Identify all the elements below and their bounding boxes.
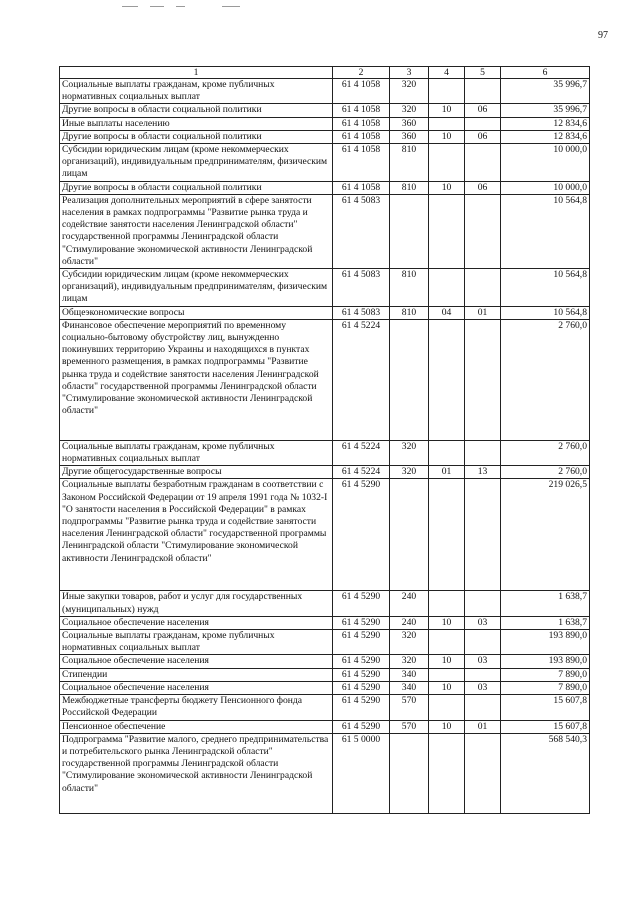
cell-subsection [465,591,501,616]
cell-subsection: 13 [465,466,501,479]
cell-kind: 320 [390,79,429,104]
cell-section: 10 [429,720,465,733]
cell-code: 61 4 5290 [333,695,390,720]
cell-kind [390,733,429,813]
cell-kind: 320 [390,655,429,668]
table-row [60,79,590,104]
column-header-section: 4 [429,67,465,79]
cell-amount: 35 996,7 [501,104,590,117]
cell-amount: 2 760,0 [501,466,590,479]
cell-section: 10 [429,181,465,194]
cell-kind: 360 [390,117,429,130]
cell-kind [390,319,429,440]
column-header-code: 2 [333,67,390,79]
table-row [60,117,590,130]
cell-section [429,695,465,720]
cell-section [429,479,465,591]
cell-name: Финансовое обеспечение мероприятий по временному социально-бытовому обустройству лиц, вынужденно покинувших территорию Украины и находящихся в пунктах временного размещения, в рамках подпрограммы "Развитие рынка труда и содействие занятости населения Ленинградской области" государственной программы Ленинградской области "Стимулирование экономической активности Ленинградской области" [60,319,333,440]
table-row [60,306,590,319]
cell-code: 61 4 1058 [333,117,390,130]
column-header-name: 1 [60,67,333,79]
cell-kind [390,479,429,591]
table-row [60,630,590,655]
cell-name: Субсидии юридическим лицам (кроме некоммерческих организаций), индивидуальным предпринимателям, физическим лицам [60,144,333,182]
cell-name: Реализация дополнительных мероприятий в сфере занятости населения в рамках подпрограммы "Развитие рынка труда и содействие занятости населения Ленинградской области" государственной программы Ленинградской области "Стимулирование экономической активности Ленинградской области" [60,194,333,268]
table-row [60,144,590,182]
cell-amount: 10 564,8 [501,194,590,268]
column-header-amount: 6 [501,67,590,79]
cell-kind: 320 [390,630,429,655]
cell-name: Субсидии юридическим лицам (кроме некоммерческих организаций), индивидуальным предпринимателям, физическим лицам [60,269,333,307]
cell-name: Социальные выплаты гражданам, кроме публичных нормативных социальных выплат [60,630,333,655]
table-row [60,681,590,694]
table-row [60,130,590,143]
table-row [60,720,590,733]
scan-mark [222,6,240,7]
cell-kind: 240 [390,616,429,629]
cell-section: 10 [429,681,465,694]
cell-subsection: 06 [465,130,501,143]
cell-kind: 570 [390,695,429,720]
cell-section [429,591,465,616]
cell-section [429,319,465,440]
cell-code: 61 4 5290 [333,479,390,591]
cell-amount: 193 890,0 [501,630,590,655]
table-row [60,269,590,307]
cell-subsection: 01 [465,720,501,733]
cell-section: 10 [429,655,465,668]
cell-name: Другие вопросы в области социальной политики [60,104,333,117]
cell-subsection: 03 [465,616,501,629]
cell-name: Стипендии [60,668,333,681]
cell-code: 61 4 5290 [333,668,390,681]
cell-amount: 1 638,7 [501,616,590,629]
cell-section: 10 [429,616,465,629]
cell-code: 61 4 5290 [333,630,390,655]
cell-subsection [465,479,501,591]
cell-section [429,440,465,465]
cell-subsection [465,269,501,307]
cell-name: Другие общегосударственные вопросы [60,466,333,479]
cell-section [429,194,465,268]
cell-kind: 340 [390,681,429,694]
table-row [60,466,590,479]
cell-amount: 15 607,8 [501,720,590,733]
cell-section [429,668,465,681]
scan-mark [150,6,164,7]
cell-kind: 320 [390,104,429,117]
column-header-subsection: 5 [465,67,501,79]
column-header-kind: 3 [390,67,429,79]
cell-kind: 360 [390,130,429,143]
cell-kind: 320 [390,440,429,465]
cell-amount: 7 890,0 [501,668,590,681]
cell-section [429,79,465,104]
cell-section [429,733,465,813]
table-row [60,616,590,629]
table-header-row [60,67,590,79]
cell-subsection: 01 [465,306,501,319]
cell-name: Общеэкономические вопросы [60,306,333,319]
cell-subsection: 03 [465,681,501,694]
cell-code: 61 4 1058 [333,130,390,143]
cell-amount: 568 540,3 [501,733,590,813]
cell-kind: 810 [390,306,429,319]
cell-amount: 219 026,5 [501,479,590,591]
cell-subsection [465,194,501,268]
cell-section: 04 [429,306,465,319]
cell-code: 61 4 5083 [333,269,390,307]
table-row [60,319,590,440]
table-row [60,181,590,194]
cell-name: Иные выплаты населению [60,117,333,130]
cell-subsection [465,117,501,130]
cell-kind: 320 [390,466,429,479]
cell-kind: 570 [390,720,429,733]
cell-name: Иные закупки товаров, работ и услуг для государственных (муниципальных) нужд [60,591,333,616]
cell-code: 61 4 1058 [333,104,390,117]
cell-code: 61 4 1058 [333,79,390,104]
cell-name: Социальные выплаты безработным гражданам в соответствии с Законом Российской Федерации от 19 апреля 1991 года № 1032-I "О занятости населения в Российской Федерации" в рамках подпрограммы "Развитие рынка труда и содействие занятости населения Ленинградской области" государственной программы Ленинградской области "Стимулирование экономической активности Ленинградской области" [60,479,333,591]
cell-amount: 2 760,0 [501,319,590,440]
cell-section: 10 [429,130,465,143]
cell-amount: 15 607,8 [501,695,590,720]
cell-section [429,630,465,655]
cell-section: 10 [429,104,465,117]
cell-code: 61 4 1058 [333,144,390,182]
cell-section: 01 [429,466,465,479]
cell-amount: 10 000,0 [501,181,590,194]
scan-mark [176,6,185,7]
cell-amount: 10 564,8 [501,306,590,319]
cell-subsection [465,319,501,440]
cell-amount: 7 890,0 [501,681,590,694]
table-row [60,104,590,117]
table-row [60,655,590,668]
cell-subsection [465,144,501,182]
cell-kind: 240 [390,591,429,616]
cell-code: 61 4 5224 [333,319,390,440]
cell-name: Социальное обеспечение населения [60,655,333,668]
cell-code: 61 4 5083 [333,306,390,319]
cell-amount: 12 834,6 [501,130,590,143]
table-row [60,440,590,465]
cell-code: 61 4 1058 [333,181,390,194]
cell-name: Социальное обеспечение населения [60,681,333,694]
cell-code: 61 4 5290 [333,681,390,694]
cell-subsection [465,695,501,720]
cell-amount: 2 760,0 [501,440,590,465]
cell-subsection: 06 [465,104,501,117]
cell-amount: 12 834,6 [501,117,590,130]
cell-kind: 340 [390,668,429,681]
cell-name: Социальное обеспечение населения [60,616,333,629]
cell-code: 61 4 5290 [333,655,390,668]
budget-table [59,66,590,814]
cell-kind [390,194,429,268]
cell-subsection [465,440,501,465]
cell-name: Социальные выплаты гражданам, кроме публичных нормативных социальных выплат [60,440,333,465]
cell-amount: 35 996,7 [501,79,590,104]
cell-subsection: 03 [465,655,501,668]
cell-name: Подпрограмма "Развитие малого, среднего предпринимательства и потребительского рынка Ленинградской области" государственной программы Ленинградской области "Стимулирование экономической активности Ленинградской области" [60,733,333,813]
table-row [60,695,590,720]
cell-code: 61 4 5290 [333,591,390,616]
cell-name: Межбюджетные трансферты бюджету Пенсионного фонда Российской Федерации [60,695,333,720]
table-body [60,79,590,814]
cell-code: 61 4 5290 [333,616,390,629]
cell-code: 61 4 5224 [333,440,390,465]
scan-mark [122,6,138,7]
table-row [60,733,590,813]
cell-subsection [465,733,501,813]
cell-section [429,144,465,182]
cell-amount: 1 638,7 [501,591,590,616]
table-row [60,591,590,616]
table-row [60,194,590,268]
cell-subsection [465,630,501,655]
cell-section [429,269,465,307]
cell-subsection: 06 [465,181,501,194]
cell-amount: 10 000,0 [501,144,590,182]
cell-code: 61 5 0000 [333,733,390,813]
page-number: 97 [598,30,608,41]
cell-kind: 810 [390,269,429,307]
cell-code: 61 4 5224 [333,466,390,479]
table-row [60,479,590,591]
table-row [60,668,590,681]
cell-name: Социальные выплаты гражданам, кроме публичных нормативных социальных выплат [60,79,333,104]
cell-subsection [465,668,501,681]
cell-kind: 810 [390,181,429,194]
cell-name: Другие вопросы в области социальной политики [60,130,333,143]
cell-kind: 810 [390,144,429,182]
cell-section [429,117,465,130]
cell-code: 61 4 5290 [333,720,390,733]
cell-amount: 193 890,0 [501,655,590,668]
cell-subsection [465,79,501,104]
cell-code: 61 4 5083 [333,194,390,268]
cell-name: Пенсионное обеспечение [60,720,333,733]
cell-name: Другие вопросы в области социальной политики [60,181,333,194]
cell-amount: 10 564,8 [501,269,590,307]
